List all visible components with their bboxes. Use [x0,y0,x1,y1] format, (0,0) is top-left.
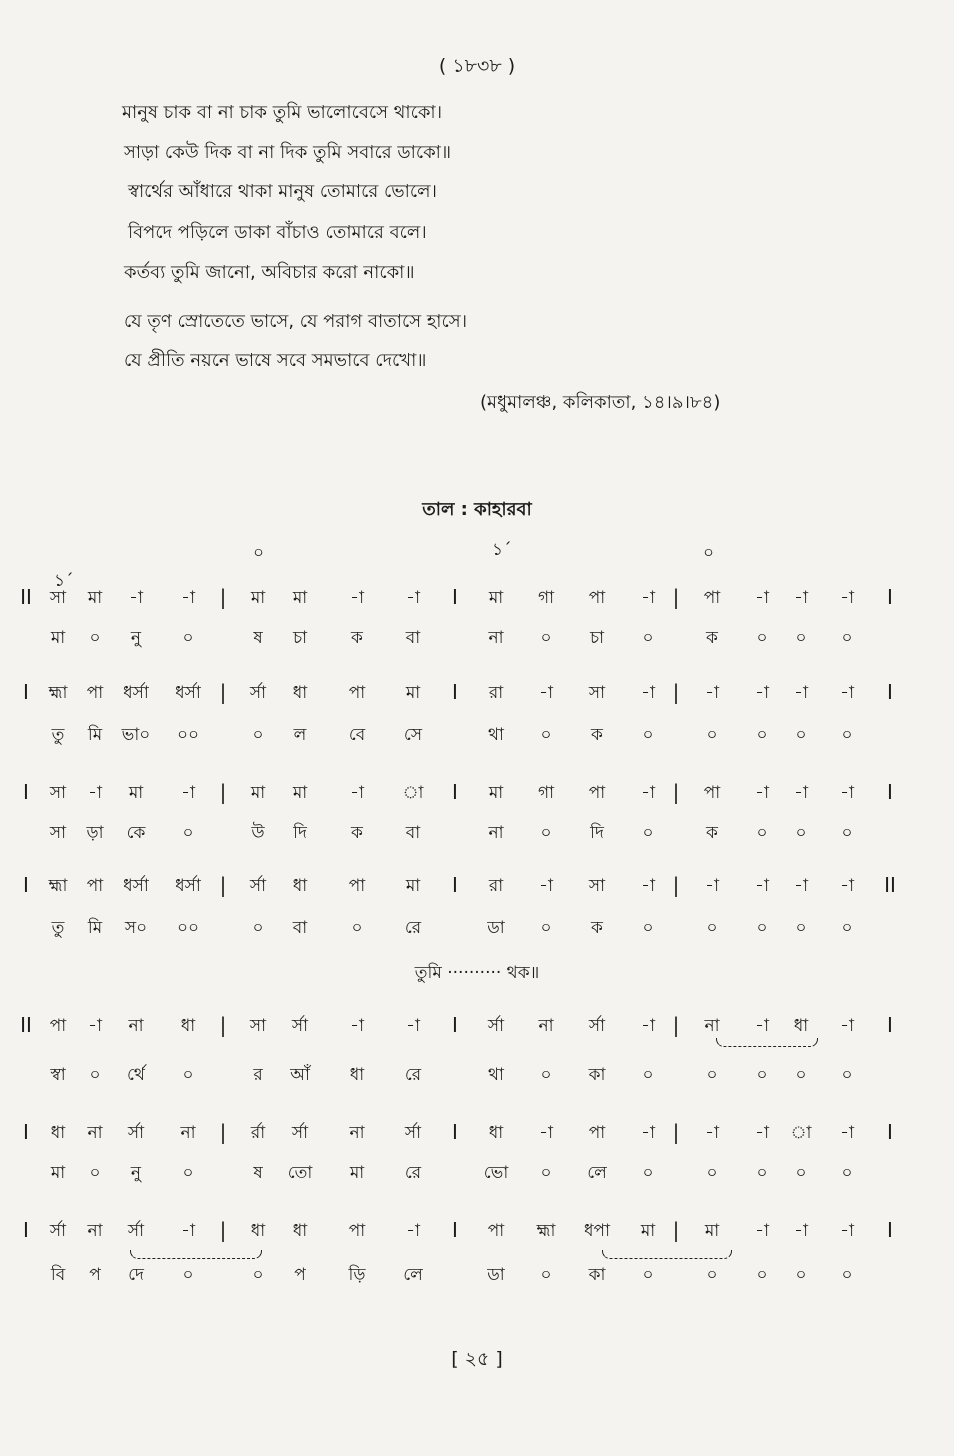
tal-title: তাল : কাহারবা [422,499,532,520]
lyric-syllable: ক [351,628,363,648]
swara-note: পা [86,683,104,703]
swara-note: -া [641,783,655,803]
bar-line: I [452,1013,458,1037]
swara-note: -া [129,588,143,608]
swara-note: -া [350,1016,364,1036]
lyric-syllable: নু [130,1163,142,1183]
bar-line: I [452,1120,458,1144]
lyric-syllable: ০ [706,918,718,938]
lyric-syllable: দি [590,823,604,843]
refrain-line: তুমি ·········· থক॥ [414,963,540,983]
swara-note: ধপা [584,1221,610,1241]
lyric-syllable: বা [405,823,421,843]
swara-note: ধা [488,1123,504,1143]
swara-note: মা [405,876,421,896]
swara-note: ধর্সা [175,683,201,703]
lyric-syllable: ০ [756,1265,768,1285]
lyric-syllable: স০ [124,918,148,938]
swara-note: রা [488,683,504,703]
swara-note: -া [755,588,769,608]
swara-note: না [349,1123,365,1143]
bar-line: | [219,1120,227,1144]
swara-note: -া [794,876,808,896]
swara-note: -া [705,876,719,896]
lyric-syllable: আঁ [290,1065,310,1085]
lyric-syllable: ডা [487,918,505,938]
swara-note: ধর্সা [123,683,149,703]
lyric-syllable: ক [591,918,603,938]
swara-note: -া [755,1016,769,1036]
lyric-syllable: মি [87,918,103,938]
swara-note: না [538,1016,554,1036]
swara-note: -া [350,783,364,803]
poem-line-3: স্বার্থের আঁধারে থাকা মানুষ তোমারে ভোলে। [128,181,437,202]
swara-note: মা [87,588,103,608]
lyric-syllable: ০ [706,1163,718,1183]
lyric-syllable: সে [403,725,423,745]
swara-note: -া [840,876,854,896]
bar-line: | [219,1013,227,1037]
bar-line: | [219,780,227,804]
swara-note: পা [703,588,721,608]
lyric-row [0,820,954,850]
swara-note: -া [755,1221,769,1241]
swara-note: ধা [793,1016,809,1036]
bar-line: I [887,680,893,704]
lyric-syllable: রে [404,1065,422,1085]
swara-note: পা [49,1016,67,1036]
swara-note: মা [488,588,504,608]
page-header-number: ( ১৮৩৮ ) [438,55,516,77]
lyric-syllable: ০ [706,1265,718,1285]
lyric-syllable: ল [293,725,307,745]
lyric-syllable: চা [589,628,605,648]
swara-note: ধা [292,876,308,896]
swara-row [0,780,954,810]
lyric-syllable: ০ [841,918,853,938]
lyric-syllable: ০ [795,725,807,745]
lyric-syllable: সা [49,823,67,843]
beat-mark-khali-2: ০ [703,543,715,563]
lyric-syllable: ০ [841,628,853,648]
lyric-row [0,915,954,945]
swara-note: গা [537,588,555,608]
lyric-syllable: ০ [89,628,101,648]
bar-line: I [887,780,893,804]
swara-note: র্সা [291,1016,309,1036]
lyric-syllable: কে [126,823,146,843]
lyric-syllable: ০ [540,628,552,648]
lyric-syllable: প [294,1265,306,1285]
swara-note: -া [840,588,854,608]
swara-note: ধর্সা [175,876,201,896]
swara-note: সা [249,1016,267,1036]
lyric-syllable: ০ [182,628,194,648]
bar-line: | [219,680,227,704]
lyric-syllable: বে [348,725,366,745]
poem-credit: (মধুমালঞ্চ, কলিকাতা, ১৪।৯।৮৪) [480,392,721,413]
swara-note: র্সা [249,876,267,896]
swara-note: -া [755,1123,769,1143]
bar-line: I [23,873,29,897]
lyric-row [0,625,954,655]
swara-note: া [790,1123,812,1143]
poem-line-2: সাড়া কেউ দিক বা না দিক তুমি সবারে ডাকো॥ [124,142,452,163]
swara-note: পা [588,1123,606,1143]
lyric-syllable: দে [128,1265,144,1285]
lyric-syllable: ০ [795,1265,807,1285]
swara-note: -া [840,1221,854,1241]
bar-line: I [452,1218,458,1242]
lyric-syllable: বা [405,628,421,648]
lyric-row [0,1160,954,1190]
lyric-syllable: থা [488,1065,504,1085]
bar-line: I [452,780,458,804]
lyric-syllable: ০ [795,918,807,938]
lyric-syllable: বা [292,918,308,938]
lyric-syllable: স্বা [50,1065,66,1085]
lyric-syllable: রে [404,918,422,938]
swara-note: মা [704,1221,720,1241]
lyric-syllable: মি [87,725,103,745]
lyric-syllable: তো [287,1163,313,1183]
swara-note: মা [250,783,266,803]
swara-note: -া [181,1221,195,1241]
swara-note: পা [703,783,721,803]
swara-note: -া [641,588,655,608]
swara-note: না [180,1123,196,1143]
swara-note: -া [705,1123,719,1143]
swara-row [0,1218,954,1248]
swara-note: ধা [250,1221,266,1241]
swara-note: হ্মা [48,683,68,703]
lyric-syllable: ড়া [86,823,104,843]
lyric-syllable: ০ [252,918,264,938]
bar-line: II [20,1013,32,1037]
swara-note: -া [406,1016,420,1036]
lyric-syllable: ০ [841,823,853,843]
swara-note: র্সা [127,1221,145,1241]
lyric-syllable: দি [293,823,307,843]
swara-note: ধা [50,1123,66,1143]
lyric-syllable: না [488,628,504,648]
lyric-syllable: ০ [841,1265,853,1285]
swara-note: -া [755,683,769,703]
swara-note: ধা [180,1016,196,1036]
lyric-syllable: ক [706,823,718,843]
lyric-syllable: ০ [706,725,718,745]
swara-note: পা [588,783,606,803]
swara-note: মা [292,783,308,803]
swara-note: -া [641,1123,655,1143]
page-footer-number: [ ২৫ ] [451,1348,503,1370]
swara-note: রা [488,876,504,896]
swara-row [0,873,954,903]
swara-note: র্সা [588,1016,606,1036]
lyric-syllable: কা [588,1065,606,1085]
lyric-syllable: ক [351,823,363,843]
lyric-syllable: ষ [253,628,263,648]
lyric-syllable: ০ [795,1065,807,1085]
swara-note: -া [794,683,808,703]
lyric-syllable: না [488,823,504,843]
swara-note: সা [49,783,67,803]
swara-note: -া [181,783,195,803]
swara-note: -া [755,876,769,896]
lyric-syllable: ০ [89,1163,101,1183]
lyric-syllable: ০০ [176,725,200,745]
swara-note: পা [86,876,104,896]
lyric-syllable: লে [403,1265,423,1285]
bar-line: II [20,585,32,609]
lyric-syllable: প [89,1265,101,1285]
bar-line: | [672,873,680,897]
swara-note: -া [755,783,769,803]
swara-note: -া [539,683,553,703]
swara-note: সা [588,876,606,896]
swara-note: -া [794,1221,808,1241]
swara-note: মা [640,1221,656,1241]
bar-line: I [887,585,893,609]
lyric-syllable: মা [50,1163,66,1183]
swara-note: মা [488,783,504,803]
swara-note: র্সা [487,1016,505,1036]
bar-line: I [23,780,29,804]
swara-note: র্সা [127,1123,145,1143]
lyric-syllable: তু [51,918,65,938]
lyric-syllable: ০ [642,1065,654,1085]
lyric-syllable: ক [591,725,603,745]
beat-mark-tali: ১´ [492,540,512,560]
lyric-syllable: কা [588,1265,606,1285]
swara-note: না [87,1123,103,1143]
lyric-syllable: রে [404,1163,422,1183]
lyric-syllable: তু [51,725,65,745]
poem-line-1: মানুষ চাক বা না চাক তুমি ভালোবেসে থাকো। [122,102,443,123]
swara-note: -া [181,588,195,608]
lyric-syllable: র্থে [127,1065,145,1085]
lyric-syllable: ০ [706,1065,718,1085]
lyric-syllable: ০ [540,1065,552,1085]
swara-note: -া [641,876,655,896]
swara-note: পা [348,876,366,896]
meend-slur-2 [130,1250,262,1259]
bar-line: | [219,1218,227,1242]
lyric-syllable: ০০ [176,918,200,938]
lyric-syllable: ০ [795,823,807,843]
bar-line: | [219,873,227,897]
bar-line: I [23,680,29,704]
swara-note: র্রা [250,1123,266,1143]
swara-note: ধা [292,1221,308,1241]
swara-note: না [704,1016,720,1036]
lyric-row [0,1062,954,1092]
lyric-syllable: ০ [351,918,363,938]
lyric-syllable: ০ [540,918,552,938]
lyric-syllable: ০ [182,823,194,843]
lyric-syllable: নু [130,628,142,648]
bar-line: | [672,1013,680,1037]
swara-note: সা [588,683,606,703]
meend-slur-3 [602,1250,732,1259]
lyric-syllable: লে [587,1163,607,1183]
poem-line-4: বিপদে পড়িলে ডাকা বাঁচাও তোমারে বলে। [128,222,427,243]
swara-note: -া [88,783,102,803]
swara-note: -া [88,1016,102,1036]
bar-line: | [672,1120,680,1144]
swara-note: -া [539,1123,553,1143]
swara-note: -া [794,588,808,608]
bar-line: I [452,873,458,897]
lyric-syllable: ০ [756,1163,768,1183]
lyric-syllable: উ [251,823,265,843]
lyric-syllable: ০ [182,1065,194,1085]
swara-note: সা [49,588,67,608]
bar-line: I [887,1013,893,1037]
bar-line: II [884,873,896,897]
bar-line: I [23,1218,29,1242]
lyric-syllable: বি [50,1265,66,1285]
bar-line: | [672,780,680,804]
lyric-syllable: ০ [756,1065,768,1085]
swara-note: ধা [292,683,308,703]
swara-note: -া [350,588,364,608]
lyric-syllable: ০ [756,823,768,843]
swara-note: -া [794,783,808,803]
lyric-syllable: ০ [642,918,654,938]
lyric-syllable: ০ [540,725,552,745]
swara-row [0,585,954,615]
lyric-syllable: ০ [252,1265,264,1285]
swara-note: -া [840,683,854,703]
swara-note: মা [292,588,308,608]
lyric-syllable: ০ [756,725,768,745]
bar-line: | [672,1218,680,1242]
swara-note: মা [405,683,421,703]
swara-note: না [128,1016,144,1036]
swara-note: পা [588,588,606,608]
lyric-syllable: ০ [642,725,654,745]
lyric-syllable: ০ [642,1163,654,1183]
poem-line-7: যে প্রীতি নয়নে ভাষে সবে সমভাবে দেখো॥ [124,350,427,371]
lyric-syllable: ভা০ [121,725,151,745]
beat-mark-khali: ০ [253,543,265,563]
lyric-row [0,1262,954,1292]
lyric-syllable: মা [50,628,66,648]
lyric-syllable: ০ [182,1265,194,1285]
swara-note: -া [840,783,854,803]
lyric-syllable: ০ [756,918,768,938]
lyric-syllable: র [253,1065,263,1085]
lyric-syllable: ০ [642,823,654,843]
lyric-syllable: মা [349,1163,365,1183]
lyric-syllable: ০ [642,1265,654,1285]
bar-line: | [219,585,227,609]
swara-note: না [87,1221,103,1241]
swara-note: র্সা [49,1221,67,1241]
swara-note: া [402,783,424,803]
bar-line: | [672,585,680,609]
lyric-syllable: চা [292,628,308,648]
lyric-syllable: ০ [642,628,654,648]
lyric-syllable: ০ [89,1065,101,1085]
swara-note: -া [840,1123,854,1143]
lyric-syllable: ০ [540,1163,552,1183]
beat-mark-sam: ১´ [54,571,74,591]
poem-line-6: যে তৃণ স্রোতেতে ভাসে, যে পরাগ বাতাসে হাসে। [124,311,468,332]
lyric-syllable: ডা [487,1265,505,1285]
lyric-syllable: ক [706,628,718,648]
lyric-syllable: ভো [483,1163,509,1183]
swara-note: মা [128,783,144,803]
lyric-syllable: ০ [540,1265,552,1285]
bar-line: | [672,680,680,704]
swara-note: র্সা [291,1123,309,1143]
swara-row [0,1120,954,1150]
lyric-syllable: ষ [253,1163,263,1183]
lyric-syllable: ০ [841,1163,853,1183]
swara-note: গা [537,783,555,803]
lyric-syllable: ০ [756,628,768,648]
swara-note: -া [406,1221,420,1241]
bar-line: I [452,585,458,609]
swara-note: -া [641,683,655,703]
lyric-syllable: ০ [540,823,552,843]
swara-note: -া [539,876,553,896]
lyric-syllable: ০ [795,1163,807,1183]
swara-note: -া [641,1016,655,1036]
lyric-row [0,722,954,752]
lyric-syllable: ০ [252,725,264,745]
lyric-syllable: ড়ি [348,1265,366,1285]
bar-line: I [452,680,458,704]
lyric-syllable: ০ [841,725,853,745]
poem-line-5: কর্তব্য তুমি জানো, অবিচার করো নাকো॥ [124,262,415,283]
swara-note: -া [840,1016,854,1036]
lyric-syllable: ধা [349,1065,365,1085]
swara-note: -া [406,588,420,608]
swara-note: পা [348,1221,366,1241]
swara-note: মা [250,588,266,608]
swara-note: ধর্সা [123,876,149,896]
swara-note: র্সা [249,683,267,703]
swara-note: র্সা [404,1123,422,1143]
meend-slur-1 [716,1038,818,1047]
lyric-syllable: ০ [841,1065,853,1085]
swara-note: -া [705,683,719,703]
bar-line: I [887,1218,893,1242]
swara-note: হ্মা [48,876,68,896]
swara-note: হ্মা [536,1221,556,1241]
lyric-syllable: ০ [182,1163,194,1183]
swara-row [0,680,954,710]
swara-note: পা [348,683,366,703]
swara-note: পা [487,1221,505,1241]
lyric-syllable: থা [488,725,504,745]
lyric-syllable: ০ [795,628,807,648]
bar-line: I [887,1120,893,1144]
bar-line: I [23,1120,29,1144]
